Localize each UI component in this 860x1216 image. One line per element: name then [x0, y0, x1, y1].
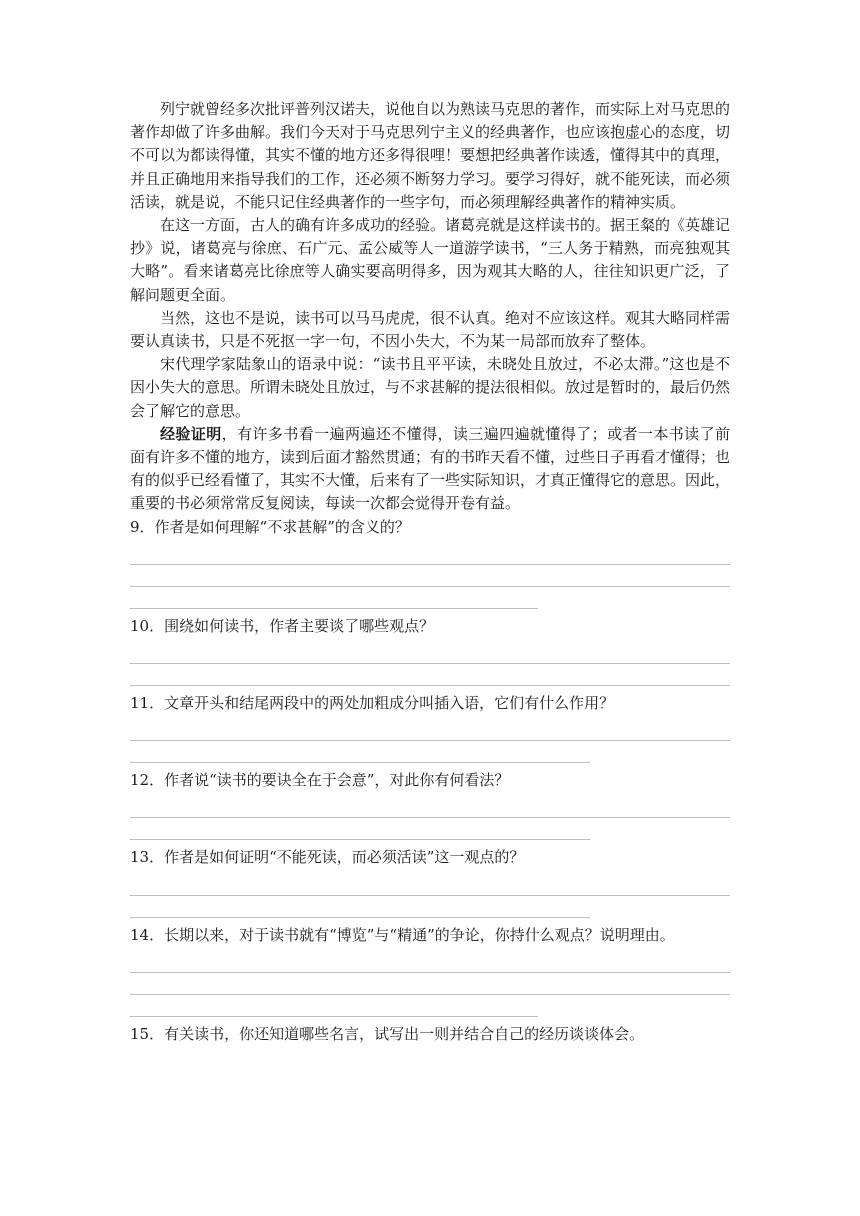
answer-line[interactable]	[130, 951, 730, 973]
answer-line[interactable]	[130, 543, 730, 565]
answer-area-14[interactable]	[130, 951, 730, 1017]
passage-paragraph-2: 在这一方面，古人的确有许多成功的经验。诸葛亮就是这样读书的。据王粲的《英雄记抄》说，诸葛亮与徐庶、石广元、孟公威等人一道游学读书，“三人务于精熟，而亮独观其大略”。看来诸葛亮比徐庶等人确实要高明得多，因为观其大略的人，往往知识更广泛，了解问题更全面。	[130, 216, 731, 304]
answer-line[interactable]	[130, 973, 730, 995]
answer-line[interactable]	[130, 995, 538, 1017]
question-13: 13．作者是如何证明“不能死读，而必须活读”这一观点的？	[130, 848, 525, 867]
question-11: 11．文章开头和结尾两段中的两处加粗成分叫插入语，它们有什么作用？	[130, 694, 615, 713]
answer-line[interactable]	[130, 642, 730, 664]
answer-line[interactable]	[130, 818, 590, 840]
answer-line[interactable]	[130, 741, 590, 763]
answer-line[interactable]	[130, 719, 730, 741]
answer-area-13[interactable]	[130, 874, 730, 918]
question-9: 9．作者是如何理解“不求甚解”的含义的？	[130, 517, 410, 536]
bold-insertion-phrase: 经验证明	[160, 424, 222, 443]
passage-paragraph-1: 列宁就曾经多次批评普列汉诺夫，说他自以为熟读马克思的著作，而实际上对马克思的著作却做了许多曲解。我们今天对于马克思列宁主义的经典著作，也应该抱虚心的态度，切不可以为都读得懂，其实不懂的地方还多得很哩！要想把经典著作读透，懂得其中的真理，并且正确地用来指导我们的工作，还必须不断努力学习。要学习得好，就不能死读，而必须活读，就是说，不能只记住经典著作的一些字句，而必须理解经典著作的精神实质。	[130, 100, 731, 211]
answer-area-10[interactable]	[130, 642, 730, 686]
answer-area-12[interactable]	[130, 796, 730, 840]
answer-line[interactable]	[130, 664, 730, 686]
answer-line[interactable]	[130, 587, 538, 609]
question-10: 10．围绕如何读书，作者主要谈了哪些观点？	[130, 616, 435, 635]
question-12: 12．作者说“读书的要诀全在于会意”，对此你有何看法？	[130, 771, 510, 790]
answer-line[interactable]	[130, 565, 730, 587]
answer-line[interactable]	[130, 896, 590, 918]
answer-area-11[interactable]	[130, 719, 730, 763]
answer-line[interactable]	[130, 796, 730, 818]
passage-paragraph-5-text: ，有许多书看一遍两遍还不懂得，读三遍四遍就懂得了；或者一本书读了前面有许多不懂的地方，读到后面才豁然贯通；有的书昨天看不懂，过些日子再看才懂得；也有的似乎已经看懂了，其实不大懂，后来有了一些实际知识，才真正懂得它的意思。因此，重要的书必须常常反复阅读，每读一次都会觉得开卷有益。	[130, 424, 731, 513]
passage-paragraph-5	[130, 423, 730, 516]
answer-area-9[interactable]	[130, 543, 730, 609]
worksheet-page	[130, 98, 730, 1046]
passage-paragraph-3: 当然，这也不是说，读书可以马马虎虎，很不认真。绝对不应该这样。观其大略同样需要认真读书，只是不死抠一字一句，不因小失大，不为某一局部而放弃了整体。	[130, 308, 731, 351]
passage-paragraph-4: 宋代理学家陆象山的语录中说：“读书且平平读，未晓处且放过，不必太滞。”这也是不因小失大的意思。所谓未晓处且放过，与不求甚解的提法很相似。放过是暂时的，最后仍然会了解它的意思。	[130, 355, 731, 420]
question-15: 15．有关读书，你还知道哪些名言，试写出一则并结合自己的经历谈谈体会。	[130, 1024, 645, 1043]
answer-line[interactable]	[130, 874, 730, 896]
question-14: 14．长期以来，对于读书就有“博览”与“精通”的争论，你持什么观点？说明理由。	[130, 925, 675, 944]
